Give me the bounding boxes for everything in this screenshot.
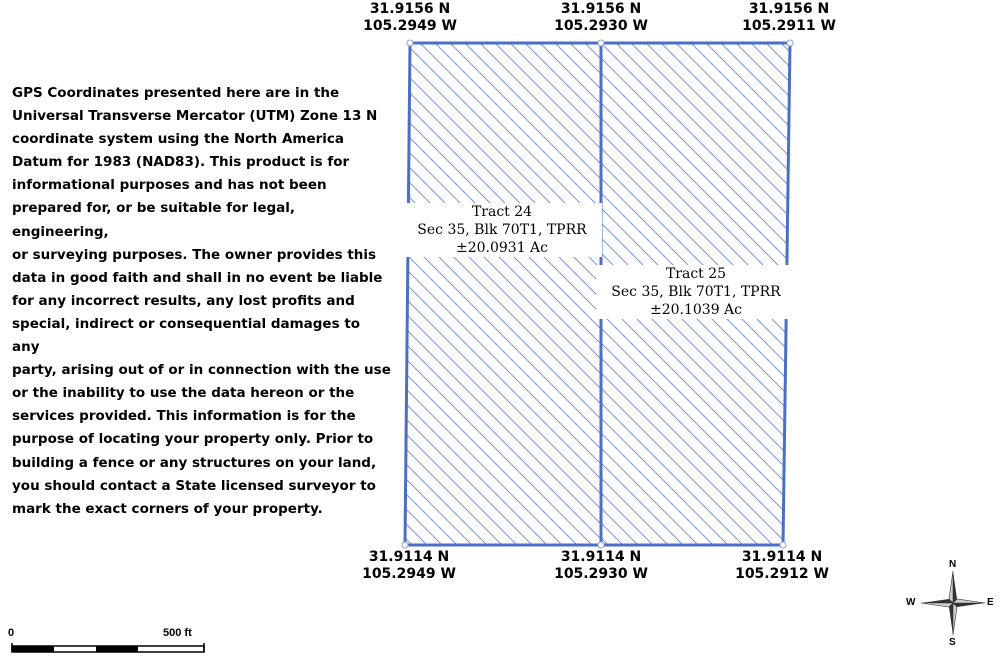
coord-top-left: [355, 1, 465, 35]
tract-25-label: [596, 265, 796, 319]
coord-lat: 31.9114 N: [741, 549, 823, 565]
scale-start-label: 0: [8, 627, 15, 639]
disclaimer-text: GPS Coordinates presented here are in the Universal Transverse Mercator (UTM) Zone 13 N coordinate system using the North America Datum for 1983 (NAD83). This product is for informational purposes and has not been prepared for, or be suitable for legal, engineering, or surveying purposes. The owner provides this data in good faith and shall in no event be liable for any incorrect results, any lost profits and special, indirect or consequential damages to any party, arising out of or in connection with the use or the inability to use the data hereon or the services provided. This information is for the purpose of locating your property only. Prior to building a fence or any structures on your land, you should contact a State licensed surveyor to mark the exact corners of your property.: [12, 85, 391, 517]
corner-vertex: [402, 542, 408, 548]
coord-top-right: [734, 1, 844, 35]
scale-end-label: 500 ft: [163, 627, 192, 639]
coord-top-mid: [546, 1, 656, 35]
coord-lon: 105.2949 W: [363, 18, 457, 34]
coord-lat: 31.9114 N: [368, 549, 450, 565]
corner-vertex: [598, 40, 604, 46]
tract-24-boundary: [405, 43, 601, 545]
coord-bottom-mid: [546, 549, 656, 583]
compass-north-label: N: [949, 559, 957, 570]
compass-east-label: E: [987, 597, 994, 608]
corner-vertex: [780, 542, 786, 548]
coord-lat: 31.9156 N: [560, 1, 642, 17]
coord-lon: 105.2912 W: [735, 566, 829, 582]
tract-24-label: [402, 203, 602, 257]
compass-rose-icon: [921, 571, 985, 635]
tract-legal: Sec 35, Blk 70T1, TPRR: [402, 221, 602, 239]
hatch-line: [778, 40, 1004, 548]
tract-name: Tract 25: [596, 265, 796, 283]
coord-lon: 105.2930 W: [554, 18, 648, 34]
tract-name: Tract 24: [402, 203, 602, 221]
corner-vertex: [407, 40, 413, 46]
coord-lat: 31.9156 N: [369, 1, 451, 17]
compass-south-label: S: [949, 637, 956, 648]
coord-lon: 105.2949 W: [362, 566, 456, 582]
coord-lat: 31.9156 N: [748, 1, 830, 17]
tract-legal: Sec 35, Blk 70T1, TPRR: [596, 283, 796, 301]
tract-acres: ±20.0931 Ac: [402, 239, 602, 257]
tract-acres: ±20.1039 Ac: [596, 301, 796, 319]
hatch-line: [793, 40, 1004, 548]
coord-lon: 105.2930 W: [554, 566, 648, 582]
corner-vertex: [787, 40, 793, 46]
coord-bottom-left: [354, 549, 464, 583]
coord-bottom-right: [727, 549, 837, 583]
scale-bar: [12, 643, 204, 652]
coord-lat: 31.9114 N: [560, 549, 642, 565]
hatch-line: [763, 40, 1004, 548]
coord-lon: 105.2911 W: [742, 18, 836, 34]
compass-west-label: W: [906, 597, 916, 608]
corner-vertex: [598, 542, 604, 548]
